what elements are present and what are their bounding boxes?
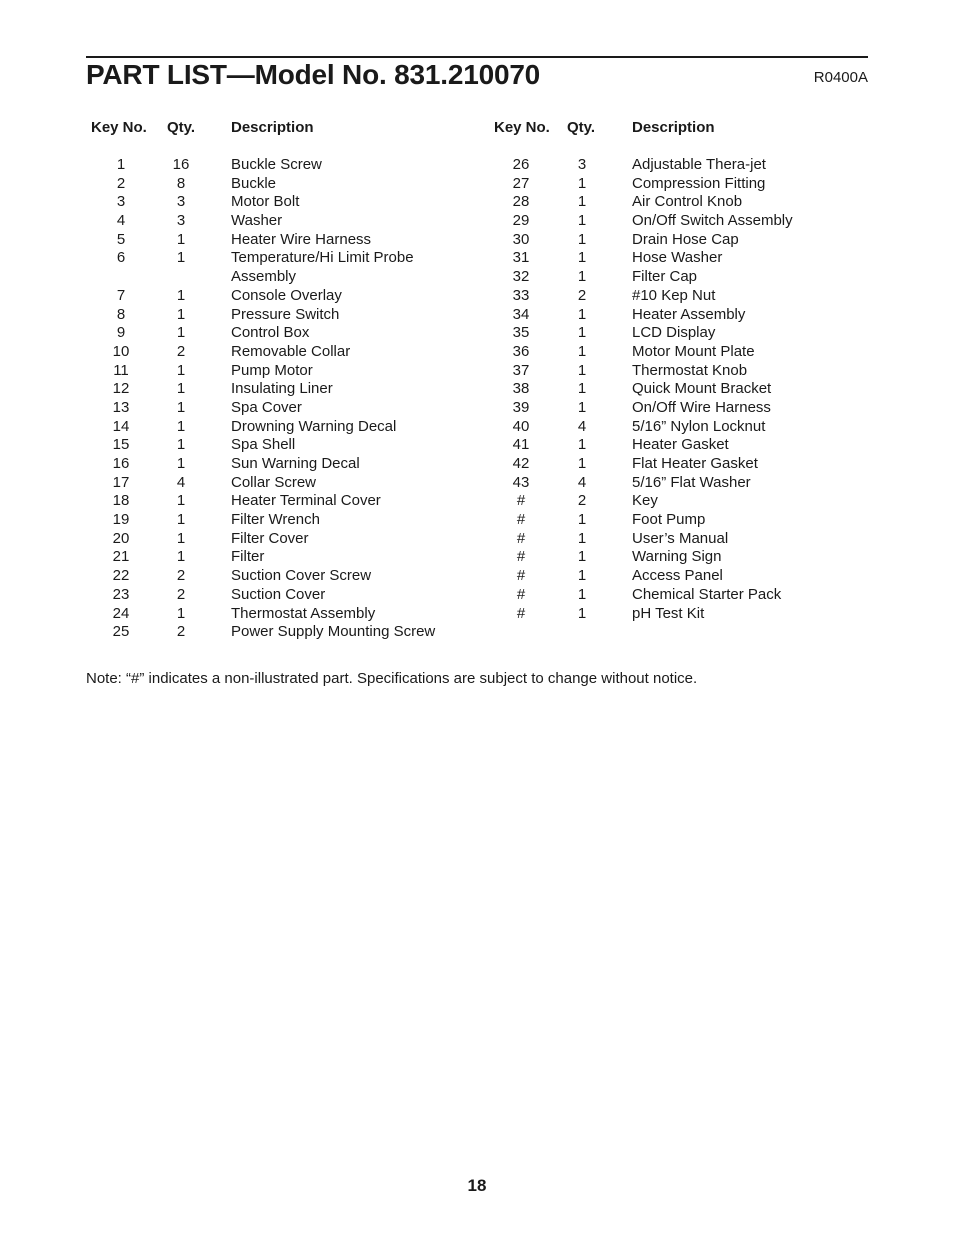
part-description: Air Control Knob [632,193,743,211]
part-qty: 1 [176,492,186,510]
part-description: On/Off Switch Assembly [632,212,793,230]
part-description: Spa Cover [231,398,302,416]
part-key-no: # [516,511,526,529]
part-qty: 1 [577,268,587,286]
part-qty: 1 [577,342,587,360]
part-description: Heater Terminal Cover [231,492,381,510]
part-description: Suction Cover [231,585,326,603]
part-qty: 1 [176,286,186,304]
part-key-no: 7 [116,286,126,304]
part-key-no: 3 [116,193,126,211]
part-key-no: 20 [112,529,130,547]
part-qty: 1 [176,548,186,566]
right-header-qty: Qty. [567,119,596,136]
part-description: Buckle [231,174,277,192]
part-qty: 1 [176,324,186,342]
part-description: Warning Sign [632,548,722,566]
part-key-no: # [516,604,526,622]
part-qty: 1 [176,230,186,248]
part-description: Sun Warning Decal [231,455,360,472]
part-description: Thermostat Assembly [231,604,376,622]
part-qty: 1 [577,230,587,248]
part-key-no: 2 [116,174,126,192]
right-header-description: Description [632,119,715,136]
footnote: Note: “#” indicates a non-illustrated part. Specifications are subject to change without notice. [86,670,698,687]
part-key-no: 42 [512,455,530,472]
part-qty: 1 [577,249,587,267]
part-key-no: # [516,492,526,510]
part-key-no: 22 [112,567,130,585]
part-qty: 1 [176,305,186,323]
part-qty: 2 [176,623,186,641]
part-key-no: 16 [112,455,130,472]
left-header-qty: Qty. [167,119,196,136]
part-qty: 4 [577,473,587,491]
part-key-no: 17 [112,473,130,491]
part-qty: 1 [176,398,186,416]
part-qty: 2 [176,585,186,603]
part-qty: 1 [577,174,587,192]
part-description: Collar Screw [231,473,317,491]
part-qty: 1 [176,511,186,529]
part-qty: 3 [176,212,186,230]
part-qty: 1 [577,436,587,454]
part-description: Motor Bolt [231,193,300,211]
part-key-no: 36 [512,342,530,360]
part-qty: 2 [176,342,186,360]
part-key-no: 9 [116,324,126,342]
part-key-no: # [516,567,526,585]
part-description: Filter Cap [632,268,698,286]
part-key-no: 18 [112,492,130,510]
part-key-no: 15 [112,436,130,454]
part-description: 5/16” Flat Washer [632,473,751,491]
part-qty: 1 [577,361,587,379]
part-description: Compression Fitting [632,174,766,192]
part-key-no: 13 [112,398,130,416]
part-key-no: 35 [512,324,530,342]
part-description: Washer [231,212,283,230]
part-key-no: 11 [113,361,129,379]
part-key-no: 28 [512,193,530,211]
part-key-no: 41 [512,436,530,454]
left-header-description: Description [231,119,314,136]
part-description: Access Panel [632,567,723,585]
part-description: Filter [231,548,265,566]
part-description: Quick Mount Bracket [632,380,772,398]
part-key-no: 32 [512,268,530,286]
part-qty: 1 [577,529,587,547]
part-key-no: 12 [112,380,130,398]
part-qty: 1 [577,380,587,398]
part-key-no: 38 [512,380,530,398]
part-qty: 2 [176,567,186,585]
part-description: Power Supply Mounting Screw [231,623,436,641]
part-description: Insulating Liner [231,380,333,398]
part-key-no: 14 [112,417,130,435]
part-key-no: 6 [116,249,126,267]
part-key-no: 25 [112,623,130,641]
part-description: Key [632,492,658,510]
part-description: Heater Assembly [632,305,746,323]
part-description: Motor Mount Plate [632,342,755,360]
part-qty: 1 [577,305,587,323]
part-key-no: 21 [112,548,130,566]
part-key-no: 30 [512,230,530,248]
part-key-no: 19 [112,511,130,529]
part-key-no: # [516,585,526,603]
part-description: Removable Collar [231,342,351,360]
page-number: 18 [467,1176,487,1195]
part-key-no: 31 [512,249,530,267]
part-qty: 4 [176,473,186,491]
part-qty: 1 [577,511,587,529]
part-key-no: 24 [112,604,130,622]
part-description: Pressure Switch [231,305,340,323]
part-description: Hose Washer [632,249,723,267]
part-description: #10 Kep Nut [632,286,716,304]
part-key-no: 27 [512,174,530,192]
part-description: Heater Wire Harness [231,230,372,248]
part-qty: 1 [176,529,186,547]
part-key-no: 40 [512,417,530,435]
part-description: Thermostat Knob [632,361,748,379]
part-description: Foot Pump [632,511,706,529]
part-description: Spa Shell [231,436,296,454]
part-qty: 8 [176,174,186,192]
part-qty: 1 [577,398,587,416]
part-description: Chemical Starter Pack [632,585,782,603]
part-description: pH Test Kit [632,604,705,622]
part-qty: 1 [577,324,587,342]
part-qty: 1 [176,455,186,472]
part-key-no: 26 [512,156,530,173]
left-header-key-no: Key No. [91,119,147,136]
part-description: Control Box [231,324,310,342]
part-key-no: # [516,529,526,547]
document-code: R0400A [813,69,868,86]
part-description: Filter Cover [231,529,309,547]
part-qty: 2 [577,286,587,304]
part-key-no: 10 [112,342,130,360]
right-header-key-no: Key No. [494,119,550,136]
page-title: PART LIST—Model No. 831.210070 [86,59,541,90]
part-description: Adjustable Thera-jet [632,156,766,173]
part-description: Suction Cover Screw [231,567,372,585]
part-qty: 1 [577,455,587,472]
part-qty: 1 [176,417,186,435]
part-description: Temperature/Hi Limit Probe [231,249,414,267]
part-description: User’s Manual [632,529,729,547]
part-qty: 1 [577,212,587,230]
part-key-no: 1 [116,156,126,173]
part-qty: 16 [172,156,190,173]
part-qty: 1 [577,193,587,211]
part-description: Flat Heater Gasket [632,455,758,472]
part-key-no: 37 [512,361,530,379]
part-description: Pump Motor [231,361,313,379]
part-key-no: 5 [116,230,126,248]
part-description: On/Off Wire Harness [632,398,771,416]
part-qty: 1 [577,567,587,585]
part-key-no: 8 [116,305,126,323]
part-key-no: # [516,548,526,566]
part-description: 5/16” Nylon Locknut [632,417,766,435]
part-qty: 1 [176,604,186,622]
part-key-no: 23 [112,585,130,603]
part-description: LCD Display [632,324,716,342]
part-description: Assembly [231,268,297,286]
part-description: Drowning Warning Decal [231,417,397,435]
part-qty: 1 [577,585,587,603]
part-description: Buckle Screw [231,156,322,173]
part-qty: 1 [176,361,186,379]
part-qty: 3 [176,193,186,211]
part-description: Console Overlay [231,286,342,304]
part-qty: 3 [577,156,587,173]
part-description: Filter Wrench [231,511,320,529]
part-qty: 1 [176,249,186,267]
part-qty: 4 [577,417,587,435]
part-qty: 2 [577,492,587,510]
part-key-no: 43 [512,473,530,491]
part-description: Heater Gasket [632,436,729,454]
part-key-no: 33 [512,286,530,304]
part-qty: 1 [176,436,186,454]
part-key-no: 34 [512,305,530,323]
part-qty: 1 [577,604,587,622]
part-qty: 1 [577,548,587,566]
part-key-no: 39 [512,398,530,416]
part-qty: 1 [176,380,186,398]
part-description: Drain Hose Cap [632,230,739,248]
part-key-no: 29 [512,212,530,230]
part-key-no: 4 [116,212,126,230]
